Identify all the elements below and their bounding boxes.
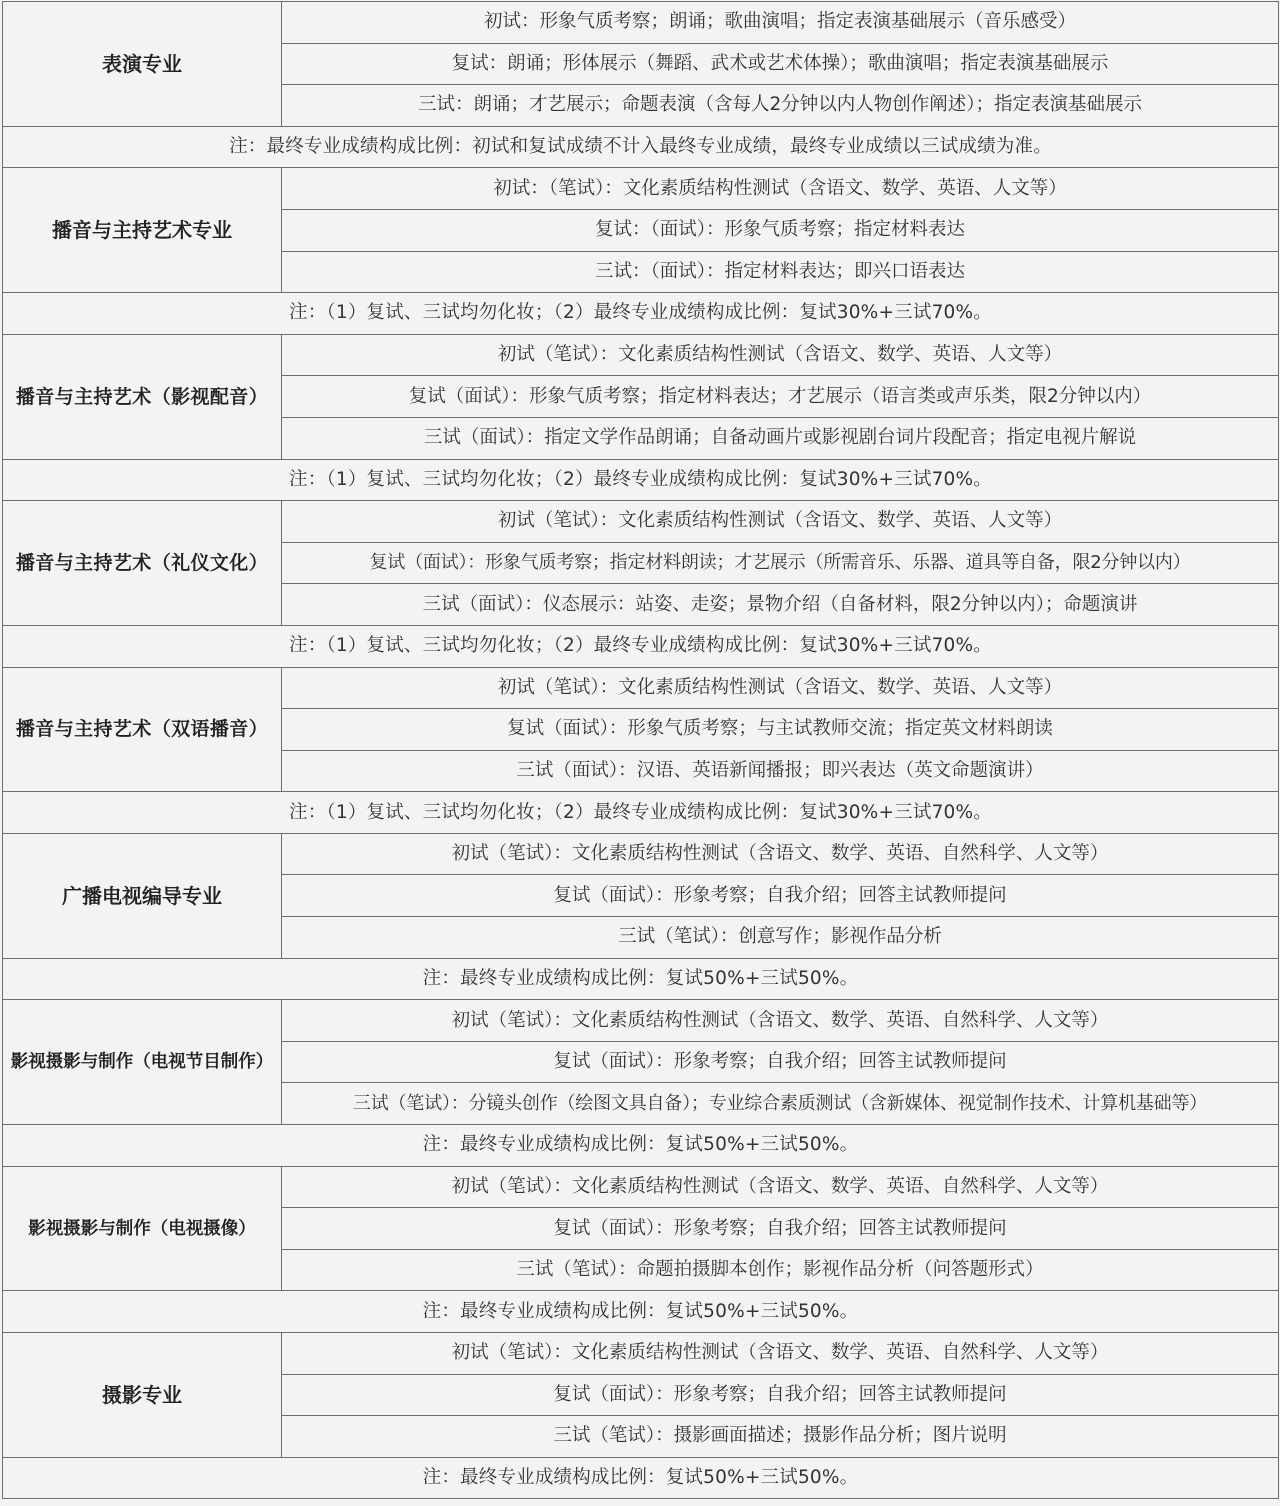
table-row xyxy=(3,1333,1279,1375)
round-cell: 初试（笔试）：文化素质结构性测试（含语文、数学、英语、自然科学、人文等） xyxy=(282,1333,1279,1375)
round-cell: 复试（面试）：形象考察；自我介绍；回答主试教师提问 xyxy=(282,1374,1279,1416)
round-cell: 初试（笔试）：文化素质结构性测试（含语文、数学、英语、自然科学、人文等） xyxy=(282,833,1279,875)
round-cell: 复试（面试）：形象气质考察；指定材料表达；才艺展示（语言类或声乐类，限2分钟以内） xyxy=(282,376,1279,418)
note-cell: 注：（1）复试、三试均勿化妆；（2）最终专业成绩构成比例：复试30%+三试70%。 xyxy=(3,459,1279,501)
round-cell: 初试（笔试）：文化素质结构性测试（含语文、数学、英语、自然科学、人文等） xyxy=(282,1166,1279,1208)
round-cell: 三试（笔试）：命题拍摄脚本创作；影视作品分析（问答题形式） xyxy=(282,1249,1279,1291)
major-name: 影视摄影与制作（电视节目制作） xyxy=(3,1000,282,1125)
round-cell: 初试（笔试）：文化素质结构性测试（含语文、数学、英语、自然科学、人文等） xyxy=(282,1000,1279,1042)
major-name: 广播电视编导专业 xyxy=(3,833,282,958)
table-row xyxy=(3,459,1279,501)
table-row xyxy=(3,958,1279,1000)
round-cell: 初试（笔试）：文化素质结构性测试（含语文、数学、英语、人文等） xyxy=(282,334,1279,376)
note-cell: 注：（1）复试、三试均勿化妆；（2）最终专业成绩构成比例：复试30%+三试70%。 xyxy=(3,792,1279,834)
major-name: 影视摄影与制作（电视摄像） xyxy=(3,1166,282,1291)
round-cell: 复试（面试）：形象考察；自我介绍；回答主试教师提问 xyxy=(282,1208,1279,1250)
round-cell: 三试（面试）：汉语、英语新闻播报；即兴表达（英文命题演讲） xyxy=(282,750,1279,792)
table-row xyxy=(3,625,1279,667)
table-row xyxy=(3,792,1279,834)
table-row xyxy=(3,667,1279,709)
table-row xyxy=(3,126,1279,168)
round-cell: 复试（面试）：形象考察；自我介绍；回答主试教师提问 xyxy=(282,1041,1279,1083)
round-cell: 复试（面试）：形象气质考察；与主试教师交流；指定英文材料朗读 xyxy=(282,709,1279,751)
table-row xyxy=(3,1291,1279,1333)
round-cell: 复试（面试）：形象气质考察；指定材料朗读；才艺展示（所需音乐、乐器、道具等自备，限2分钟以内） xyxy=(282,542,1279,584)
round-cell: 复试：（面试）：形象气质考察；指定材料表达 xyxy=(282,209,1279,251)
table-row xyxy=(3,1166,1279,1208)
round-cell: 三试（笔试）：创意写作；影视作品分析 xyxy=(282,917,1279,959)
round-cell: 复试（面试）：形象考察；自我介绍；回答主试教师提问 xyxy=(282,875,1279,917)
round-cell: 三试（面试）：指定文学作品朗诵；自备动画片或影视剧台词片段配音；指定电视片解说 xyxy=(282,417,1279,459)
note-cell: 注：最终专业成绩构成比例：初试和复试成绩不计入最终专业成绩，最终专业成绩以三试成绩为准。 xyxy=(3,126,1279,168)
round-cell: 三试（笔试）：摄影画面描述；摄影作品分析；图片说明 xyxy=(282,1416,1279,1458)
table-row xyxy=(3,2,1279,44)
round-cell: 三试：朗诵；才艺展示；命题表演（含每人2分钟以内人物创作阐述）；指定表演基础展示 xyxy=(282,85,1279,127)
table-row xyxy=(3,501,1279,543)
major-name: 摄影专业 xyxy=(3,1333,282,1458)
major-name: 播音与主持艺术（影视配音） xyxy=(3,334,282,459)
round-cell: 三试：（面试）：指定材料表达；即兴口语表达 xyxy=(282,251,1279,293)
major-name: 播音与主持艺术专业 xyxy=(3,168,282,293)
table-row xyxy=(3,293,1279,335)
major-name: 播音与主持艺术（礼仪文化） xyxy=(3,501,282,626)
round-cell: 初试（笔试）：文化素质结构性测试（含语文、数学、英语、人文等） xyxy=(282,501,1279,543)
note-cell: 注：（1）复试、三试均勿化妆；（2）最终专业成绩构成比例：复试30%+三试70%。 xyxy=(3,625,1279,667)
note-cell: 注：（1）复试、三试均勿化妆；（2）最终专业成绩构成比例：复试30%+三试70%。 xyxy=(3,293,1279,335)
round-cell: 初试（笔试）：文化素质结构性测试（含语文、数学、英语、人文等） xyxy=(282,667,1279,709)
table-row xyxy=(3,1125,1279,1167)
table-row xyxy=(3,833,1279,875)
round-cell: 三试（笔试）：分镜头创作（绘图文具自备）；专业综合素质测试（含新媒体、视觉制作技术、计算机基础等） xyxy=(282,1083,1279,1125)
table-row xyxy=(3,1457,1279,1499)
table-row xyxy=(3,334,1279,376)
note-cell: 注：最终专业成绩构成比例：复试50%+三试50%。 xyxy=(3,1125,1279,1167)
note-cell: 注：最终专业成绩构成比例：复试50%+三试50%。 xyxy=(3,1457,1279,1499)
round-cell: 初试：（笔试）：文化素质结构性测试（含语文、数学、英语、人文等） xyxy=(282,168,1279,210)
round-cell: 复试：朗诵；形体展示（舞蹈、武术或艺术体操）；歌曲演唱；指定表演基础展示 xyxy=(282,43,1279,85)
exam-requirements-table xyxy=(2,1,1279,1499)
round-cell: 三试（面试）：仪态展示：站姿、走姿；景物介绍（自备材料，限2分钟以内）；命题演讲 xyxy=(282,584,1279,626)
major-name: 表演专业 xyxy=(3,2,282,127)
major-name: 播音与主持艺术（双语播音） xyxy=(3,667,282,792)
table-row xyxy=(3,1000,1279,1042)
note-cell: 注：最终专业成绩构成比例：复试50%+三试50%。 xyxy=(3,958,1279,1000)
table-row xyxy=(3,168,1279,210)
note-cell: 注：最终专业成绩构成比例：复试50%+三试50%。 xyxy=(3,1291,1279,1333)
round-cell: 初试：形象气质考察；朗诵；歌曲演唱；指定表演基础展示（音乐感受） xyxy=(282,2,1279,44)
